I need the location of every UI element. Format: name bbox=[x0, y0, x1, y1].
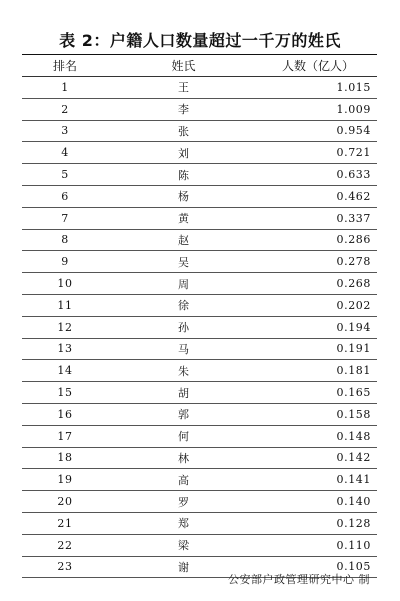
header-row bbox=[22, 55, 377, 77]
surname-cell: 何 bbox=[108, 425, 259, 447]
surname-cell: 高 bbox=[108, 469, 259, 491]
surname-cell: 杨 bbox=[108, 185, 259, 207]
surname-cell: 王 bbox=[108, 77, 259, 99]
table-row bbox=[22, 512, 377, 534]
surname-cell: 胡 bbox=[108, 382, 259, 404]
table-row bbox=[22, 403, 377, 425]
surname-cell: 吴 bbox=[108, 251, 259, 273]
rank-cell: 8 bbox=[22, 229, 108, 251]
rank-cell: 12 bbox=[22, 316, 108, 338]
population-cell: 0.462 bbox=[259, 185, 377, 207]
surname-cell: 刘 bbox=[108, 142, 259, 164]
surname-cell: 徐 bbox=[108, 294, 259, 316]
rank-cell: 3 bbox=[22, 120, 108, 142]
population-cell: 0.141 bbox=[259, 469, 377, 491]
population-cell: 0.337 bbox=[259, 207, 377, 229]
surname-cell: 郭 bbox=[108, 403, 259, 425]
table-row bbox=[22, 360, 377, 382]
rank-cell: 10 bbox=[22, 273, 108, 295]
table-row bbox=[22, 142, 377, 164]
header-rank: 排名 bbox=[22, 55, 108, 77]
table-row bbox=[22, 273, 377, 295]
population-cell: 0.148 bbox=[259, 425, 377, 447]
rank-cell: 9 bbox=[22, 251, 108, 273]
table-row bbox=[22, 534, 377, 556]
table-row bbox=[22, 207, 377, 229]
header-surname: 姓氏 bbox=[108, 55, 259, 77]
rank-cell: 21 bbox=[22, 512, 108, 534]
rank-cell: 6 bbox=[22, 185, 108, 207]
rank-cell: 5 bbox=[22, 164, 108, 186]
table-row bbox=[22, 185, 377, 207]
population-cell: 0.191 bbox=[259, 338, 377, 360]
rank-cell: 13 bbox=[22, 338, 108, 360]
surname-cell: 郑 bbox=[108, 512, 259, 534]
rank-cell: 15 bbox=[22, 382, 108, 404]
source-credit: 公安部户政管理研究中心 制 bbox=[228, 573, 370, 586]
table-body bbox=[22, 77, 377, 578]
population-cell: 0.194 bbox=[259, 316, 377, 338]
header-population: 人数（亿人） bbox=[259, 55, 377, 77]
population-cell: 1.015 bbox=[259, 77, 377, 99]
table-row bbox=[22, 251, 377, 273]
table-row bbox=[22, 338, 377, 360]
table-row bbox=[22, 77, 377, 99]
rank-cell: 11 bbox=[22, 294, 108, 316]
population-cell: 0.110 bbox=[259, 534, 377, 556]
rank-cell: 19 bbox=[22, 469, 108, 491]
population-cell: 0.954 bbox=[259, 120, 377, 142]
surname-cell: 罗 bbox=[108, 491, 259, 513]
surname-cell: 林 bbox=[108, 447, 259, 469]
surname-cell: 周 bbox=[108, 273, 259, 295]
surname-table bbox=[22, 54, 377, 578]
surname-cell: 张 bbox=[108, 120, 259, 142]
surname-cell: 梁 bbox=[108, 534, 259, 556]
population-cell: 0.278 bbox=[259, 251, 377, 273]
surname-cell: 黄 bbox=[108, 207, 259, 229]
rank-cell: 18 bbox=[22, 447, 108, 469]
table-row bbox=[22, 425, 377, 447]
population-cell: 0.128 bbox=[259, 512, 377, 534]
table-row bbox=[22, 98, 377, 120]
surname-cell: 马 bbox=[108, 338, 259, 360]
rank-cell: 2 bbox=[22, 98, 108, 120]
rank-cell: 23 bbox=[22, 556, 108, 578]
population-cell: 1.009 bbox=[259, 98, 377, 120]
table-row bbox=[22, 316, 377, 338]
population-cell: 0.105 bbox=[259, 556, 377, 578]
rank-cell: 14 bbox=[22, 360, 108, 382]
population-cell: 0.158 bbox=[259, 403, 377, 425]
table-row bbox=[22, 164, 377, 186]
table-row bbox=[22, 229, 377, 251]
population-cell: 0.202 bbox=[259, 294, 377, 316]
population-cell: 0.268 bbox=[259, 273, 377, 295]
surname-cell: 赵 bbox=[108, 229, 259, 251]
population-cell: 0.633 bbox=[259, 164, 377, 186]
table-row bbox=[22, 491, 377, 513]
rank-cell: 7 bbox=[22, 207, 108, 229]
population-cell: 0.142 bbox=[259, 447, 377, 469]
population-cell: 0.286 bbox=[259, 229, 377, 251]
surname-cell: 朱 bbox=[108, 360, 259, 382]
surname-cell: 陈 bbox=[108, 164, 259, 186]
surname-cell: 李 bbox=[108, 98, 259, 120]
population-cell: 0.140 bbox=[259, 491, 377, 513]
table-row bbox=[22, 294, 377, 316]
rank-cell: 22 bbox=[22, 534, 108, 556]
table-title: 表 2：户籍人口数量超过一千万的姓氏 bbox=[59, 31, 341, 50]
surname-cell: 孙 bbox=[108, 316, 259, 338]
table-row bbox=[22, 120, 377, 142]
rank-cell: 17 bbox=[22, 425, 108, 447]
table-row bbox=[22, 469, 377, 491]
table-row bbox=[22, 382, 377, 404]
rank-cell: 16 bbox=[22, 403, 108, 425]
population-cell: 0.721 bbox=[259, 142, 377, 164]
population-cell: 0.165 bbox=[259, 382, 377, 404]
surname-cell: 谢 bbox=[108, 556, 259, 578]
table-row bbox=[22, 447, 377, 469]
rank-cell: 20 bbox=[22, 491, 108, 513]
rank-cell: 4 bbox=[22, 142, 108, 164]
table-header bbox=[22, 55, 377, 77]
rank-cell: 1 bbox=[22, 77, 108, 99]
population-cell: 0.181 bbox=[259, 360, 377, 382]
